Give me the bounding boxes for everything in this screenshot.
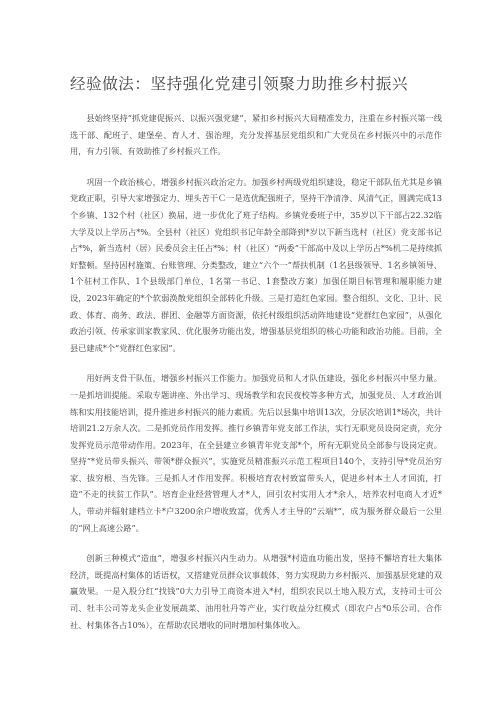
- document-title: 经验做法：坚持强化党建引领聚力助推乡村振兴: [70, 75, 409, 93]
- paragraph-intro: 县始终坚持“抓党建促振兴、以振兴强党建”，紧扣乡村振兴大局精准发力，注重在乡村振兴第一线选干部、配班子、建堡垒、育人才、强治理，充分发挥基层党组织和广大党员在乡村振兴中的示范作用，有力引领、有效助推了乡村振兴工作。: [70, 113, 442, 157]
- paragraph-innovation-models: 创新三种模式“造血”，增强乡村振兴内生动力。从增强*村造血功能出发，坚持不懈培育壮大集体经济，既提高村集体的话语权，又搭建党员群众议事载体，努力实现助力乡村振兴、加强基层党建的双赢效果。一是入股分红“找钱”0大力引导工商资本进入*村，组织农民以土地入股方式，支持司士可公司、牡丰公司等龙头企业发展蔬菜、油用牡丹等产业，实行收益分红模式（即农户占*0乐公司、合作社、村集体各占10%），在帮助农民增收的同时增加村集体收入。: [70, 553, 442, 630]
- paragraph-political-core: 巩固一个政治核心，增强乡村振兴政治定力。加强乡村两级党组织建设，稳定干部队伍尤其是乡镇党政正职，引导大家增强定力、埋头苦干Ｃ一是选优配强班子，坚持干净清净、风清气正，圆满完成13个乡镇、132个村（社区）换届，进一步优化了班子结构。乡镇党委班子中，35岁以下干部占22.32临大学及以上学历占*%。全县村（社区）党组织书记年龄全部降到*岁以下新当选村（社区）党支部书记占*%，新当选村（居）民委员会主任占*%；村（社区）“两委”干部高中及以上学历占*%机二是持续抓好整顿。坚持因村施策、台账管理、分类整改，建立“六个一”帮扶机制（1名县级领导、1名乡镇领导、1个驻村工作队、1个县级部门单位、1名第一书记、1套整改方案）加强任期目标管理和履职能力建设，2023年确定的*个软弱涣散党组织全部转化升级。三是打造红色家园。整合组织、文化、卫计、民政、体育、商务、政法、群团、金融等方面资源，依托村级组织活动阵地建设“党群红色家园”，从强化政治引领、传承家训家教家风、优化服务功能出发，增强基层党组织的核心功能和政治功能。目前，全县已建成*个“党群红色家园”。: [70, 176, 442, 353]
- paragraph-talent-teams: 用好两支骨干队伍，增强乡村振兴工作能力。加强党员和人才队伍建设，强化乡村振兴中坚力量。一是抓培训提能。采取专题讲座、外出学习、现场教学和农民夜校等多种方式，加强党员、人才政治训练和实用技能培训，提升推进乡村振兴的能力素质。先后以县集中培训13次，分层次培训1*场次，共计培训21.2万余人次。二是抓党员作用发挥。推行乡镇青年党支部工作法，实行无职党员设岗定责，充分发挥党员示范带动作用。2023年，在全县建立乡镇青年党支部*个，所有无职党员全部参与设岗定责。坚持“*党员带头振兴、带领*群众振兴”，实施党员精准振兴示范工程项目140个，支持引导*党员治穷家、拔穷根、当先锋。三是抓人才作用发挥。积极培育农村致富带头人，促进乡村本土人才回流，打造“不走的扶贫工作队”。培育企业经营管理人才*人，回引农村实用人才*余人，培养农村电商人才近*人，带动并辐射建档立卡*户3200余户增收致富，优秀人才主导的“云端*”，成为服务群众最后一公里的“网上高速公路”。: [70, 373, 442, 533]
